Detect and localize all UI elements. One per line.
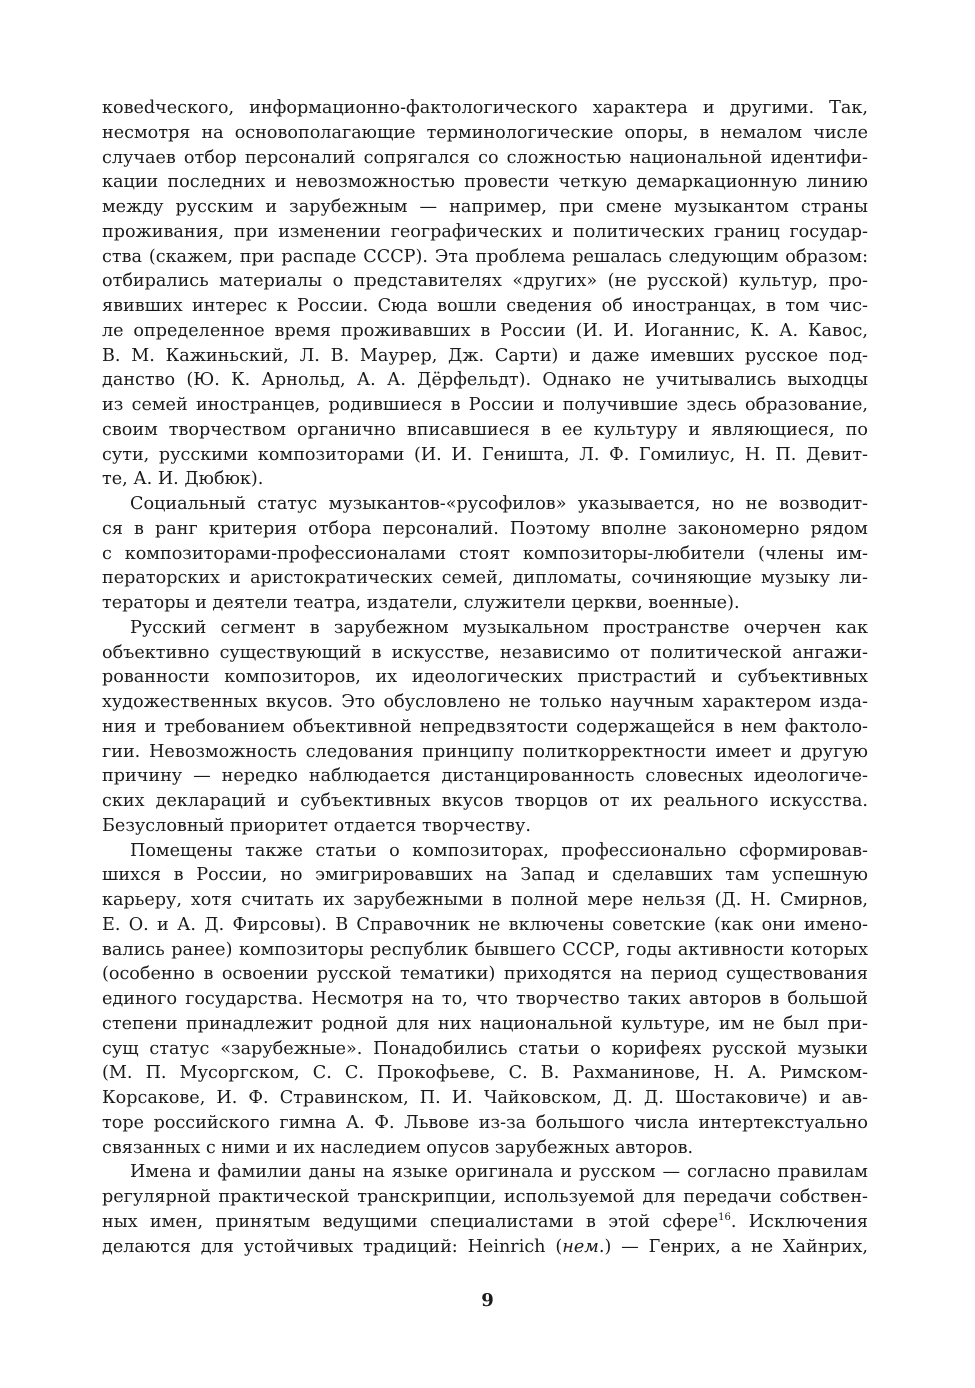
paragraph-5 xyxy=(102,1160,868,1259)
text-line: ле определенное время проживавших в России (И. И. Иоганнис, К. А. Кавос, xyxy=(102,320,868,341)
text-line: ся в ранг критерия отбора персоналий. Поэтому вполне закономерно рядом xyxy=(102,518,868,539)
text-line: между русским и зарубежным — например, при смене музыкантом страны xyxy=(102,197,868,217)
text-line: регулярной практической транскрипции, используемой для передачи собствен- xyxy=(102,1187,868,1207)
italic-abbreviation: нем. xyxy=(562,1236,605,1257)
text-line: ковedческого, информационно-фактологического характера и другими. Так, xyxy=(102,98,868,118)
text-line: степени принадлежит родной для них национальной культуре, им не был при- xyxy=(102,1013,868,1034)
text-line: сущ статус «зарубежные». Понадобились статьи о корифеях русской музыки xyxy=(102,1038,868,1059)
text-line: шихся в России, но эмигрировавших на Запад и сделавших там успешную xyxy=(102,865,868,886)
text-line: (М. П. Мусоргском, С. С. Прокофьеве, С. В. Рахманинове, Н. А. Римском- xyxy=(102,1063,868,1084)
text-line: случаев отбор персоналий сопрягался со сложностью национальной идентифи- xyxy=(102,147,868,168)
text-line-with-italic: делаются для устойчивых традиций: Heinrich (нем.) — Генрих, а не Хайнрих, xyxy=(102,1236,868,1257)
text-line: ператорских и аристократических семей, дипломаты, сочиняющие музыку ли- xyxy=(102,568,868,589)
text-line: те, А. И. Дюбюк). xyxy=(102,469,264,490)
text-line: Имена и фамилии даны на языке оригинала и русском — согласно правилам xyxy=(130,1162,868,1183)
text-line: объективно существующий в искусстве, независимо от политической ангажи- xyxy=(102,642,868,663)
text-line: данство (Ю. К. Арнольд, А. А. Дёрфельдт). Однако не учитывались выходцы xyxy=(102,370,868,391)
text-line: Русский сегмент в зарубежном музыкальном пространстве очерчен как xyxy=(130,617,868,638)
text-segment: ных имен, принятым ведущими специалистами в этой сфере xyxy=(102,1211,719,1232)
text-line: своим творчеством органично вписавшиеся в ее культуру и являющиеся, по xyxy=(102,419,868,440)
text-segment: делаются для устойчивых традиций: Heinrich xyxy=(102,1236,556,1257)
text-line: В. М. Кажиньский, Л. В. Маурер, Дж. Сарти) и даже имевших русское под- xyxy=(102,345,868,366)
text-line: торе российского гимна А. Ф. Львове из-за большого числа интертекстуально xyxy=(102,1112,868,1133)
text-line: карьеру, хотя считать их зарубежными в полной мере нельзя (Д. Н. Смирнов, xyxy=(102,890,868,910)
paragraph-2 xyxy=(102,492,868,616)
text-line: тераторы и деятели театра, издатели, служители церкви, военные). xyxy=(102,593,740,613)
text-line: вались ранее) композиторы республик бывшего СССР, годы активности которых xyxy=(102,939,868,960)
text-line: рованности композиторов, их идеологических пристрастий и субъективных xyxy=(102,667,868,688)
text-line: проживания, при изменении географических и политических границ государ- xyxy=(102,221,868,242)
text-line: ских деклараций и субъективных вкусов творцов от их реального искусства. xyxy=(102,791,868,811)
text-line: несмотря на основополагающие терминологические опоры, в немалом числе xyxy=(102,122,868,143)
paragraph-3 xyxy=(102,616,868,839)
text-line: Социальный статус музыкантов-«русофилов» указывается, но не возводит- xyxy=(130,494,868,514)
text-line: Е. О. и А. Д. Фирсовы). В Справочник не включены советские (как они имено- xyxy=(102,914,868,935)
text-line: ния и требованием объективной непредвзятости содержащейся в нем фактоло- xyxy=(102,716,868,737)
paragraph-1 xyxy=(102,96,868,492)
page-number: 9 xyxy=(481,1290,494,1311)
text-line: (особенно в освоении русской тематики) приходятся на период существования xyxy=(102,964,868,985)
text-line: Безусловный приоритет отдается творчеству. xyxy=(102,815,531,836)
text-line: художественных вкусов. Это обусловлено не только научным характером изда- xyxy=(102,692,868,712)
text-line: единого государства. Несмотря на то, что творчество таких авторов в большой xyxy=(102,989,868,1009)
text-line: связанных с ними и их наследием опусов зарубежных авторов. xyxy=(102,1137,694,1158)
text-line: Помещены также статьи о композиторах, профессионально сформировав- xyxy=(130,840,868,861)
text-line: сути, русскими композиторами (И. И. Геништa, Л. Ф. Гомилиус, Н. П. Девит- xyxy=(102,444,868,465)
page-body xyxy=(102,96,868,1259)
text-line: из семей иностранцев, родившиеся в России и получившие здесь образование, xyxy=(102,395,868,415)
text-line: гии. Невозможность следования принципу политкорректности имеет и другую xyxy=(102,741,868,762)
text-line-with-footnote xyxy=(102,1210,868,1235)
text-segment: . Исключения xyxy=(730,1211,868,1232)
footnote-reference[interactable]: 16 xyxy=(718,1211,731,1223)
text-line: кации последних и невозможностью провести четкую демаркационную линию xyxy=(102,172,868,193)
text-line: с композиторами-профессионалами стоят композиторы-любители (члены им- xyxy=(102,543,868,564)
text-line: Корсакове, И. Ф. Стравинском, П. И. Чайковском, Д. Д. Шостаковиче) и ав- xyxy=(102,1088,868,1108)
text-line: ства (скажем, при распаде СССР). Эта проблема решалась следующим образом: xyxy=(102,246,868,267)
text-line: явивших интерес к России. Сюда вошли сведения об иностранцах, в том чис- xyxy=(102,296,868,316)
text-line: причину — нередко наблюдается дистанцированность словесных идеологиче- xyxy=(102,766,868,787)
paragraph-4 xyxy=(102,839,868,1161)
text-segment: ) — Генрих, а не Хайнрих, xyxy=(604,1236,868,1257)
text-line: отбирались материалы о представителях «других» (не русской) культур, про- xyxy=(102,271,868,292)
